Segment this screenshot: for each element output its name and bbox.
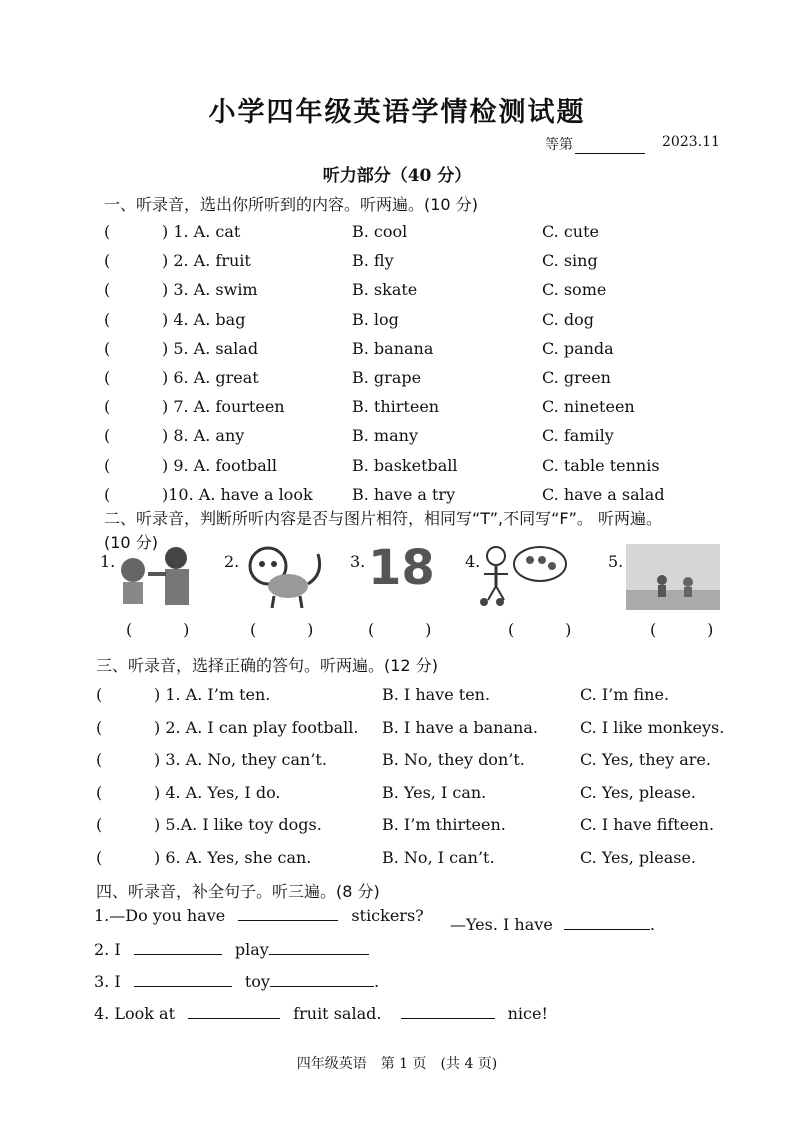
blank-2a[interactable] [134,940,222,955]
option-b: B. grape [352,368,422,387]
option-a: ) 5. A. salad [162,338,259,358]
option-b: B. No, I can’t. [382,847,495,867]
answer-paren-2[interactable]: ( ) [250,620,314,639]
option-c: C. I’m fine. [580,685,670,704]
option-a: ) 1. A. I’m ten. [154,685,271,704]
answer-paren[interactable]: ( [104,222,111,241]
answer-paren[interactable]: ( [96,685,103,704]
option-a: ) 4. A. bag [162,309,246,329]
option-c: C. dog [542,309,594,329]
pic-num-2: 2. [224,552,240,571]
option-a: ) 3. A. swim [162,280,258,300]
sentence-1 [94,906,424,925]
option-c: C. table tennis [542,455,660,475]
option-b: B. I’m thirteen. [382,815,506,834]
sentence-4-part-a: 4. Look at [94,1004,175,1023]
option-a: ) 5.A. I like toy dogs. [154,815,322,834]
answer-paren[interactable]: ( [104,309,111,329]
rank-label: 等第 [545,137,573,153]
page-footer: 四年级英语 第 1 页 (共 4 页) [296,1056,498,1072]
option-b: B. skate [352,280,418,300]
option-c: C. I like monkeys. [580,717,725,737]
option-b: B. many [352,426,418,446]
option-c: C. Yes, they are. [580,750,711,769]
answer-paren[interactable]: ( [104,397,111,417]
option-a: )10. A. have a look [162,484,313,504]
section2-heading-cont: (10 分) [104,533,158,552]
answer-paren-4[interactable]: ( ) [508,620,572,639]
outdoor-scene-picture [626,544,720,610]
answer-paren-5[interactable]: ( ) [650,620,714,639]
option-a: ) 6. A. Yes, she can. [154,847,312,867]
answer-paren-1[interactable]: ( ) [126,620,190,639]
answer-paren[interactable]: ( [104,426,111,446]
part-title: 听力部分（40 分） [322,166,472,186]
option-b: B. cool [352,222,408,241]
option-a: ) 9. A. football [162,455,278,475]
option-c: C. green [542,368,611,387]
option-c: C. panda [542,338,614,358]
option-b: B. I have ten. [382,685,491,704]
rank-blank[interactable] [575,141,645,154]
answer-paren[interactable]: ( [96,717,103,737]
option-c: C. family [542,426,614,446]
sentence-4-part-c: nice! [507,1004,548,1023]
exam-date: 2023.11 [662,134,720,150]
blank-1b[interactable] [564,915,650,930]
option-b: B. log [352,309,399,329]
section1-heading: 一、听录音，选出你所听到的内容。听两遍。(10 分) [104,195,478,214]
sentence-3-part-a: 3. I [94,972,121,991]
option-a: ) 4. A. Yes, I do. [154,782,281,802]
option-c: C. Yes, please. [580,782,696,802]
section3-heading: 三、听录音，选择正确的答句。听两遍。(12 分) [96,656,438,675]
answer-paren[interactable]: ( [104,484,111,504]
monkey-picture [238,544,326,608]
sentence-2 [94,940,369,959]
section2-heading: 二、听录音，判断所听内容是否与图片相符，相同写“T”,不同写“F”。 听两遍。 [104,509,662,528]
answer-paren[interactable]: ( [104,280,111,300]
sentence-1-part-b: stickers? [351,906,424,925]
option-b: B. thirteen [352,397,440,417]
number-picture: 18 [368,540,435,596]
option-a: ) 1. A. cat [162,222,241,241]
answer-paren[interactable]: ( [96,782,103,802]
option-b: B. basketball [352,455,458,475]
sentence-3: 3. I toy . [94,972,380,991]
answer-paren[interactable]: ( [104,251,111,271]
option-a: ) 8. A. any [162,426,245,446]
option-c: C. I have fifteen. [580,815,715,834]
option-b: B. I have a banana. [382,717,538,737]
blank-3b[interactable] [270,972,374,987]
option-c: C. nineteen [542,397,635,417]
blank-4a[interactable] [188,1004,280,1019]
option-b: B. No, they don’t. [382,750,525,769]
answer-paren[interactable]: ( [96,750,103,769]
sentence-3-part-b: toy [244,972,270,991]
blank-3a[interactable] [134,972,232,987]
sentence-2-part-b: play [234,940,269,959]
answer-paren[interactable]: ( [96,847,103,867]
option-c: C. sing [542,251,598,271]
answer-paren[interactable]: ( [104,338,111,358]
pic-num-3: 3. [350,552,366,571]
option-b: B. fly [352,251,394,271]
blank-4b[interactable] [401,1004,495,1019]
pic-num-4: 4. [465,552,481,571]
rank-field [545,134,645,154]
answer-paren[interactable]: ( [104,455,111,475]
option-a: ) 6. A. great [162,368,259,387]
option-a: ) 3. A. No, they can’t. [154,750,327,769]
blank-2b[interactable] [269,940,369,955]
sentence-1-part-a: 1.—Do you have [94,906,226,925]
sentence-1-answer: —Yes. I have . [450,915,655,934]
pic-num-5: 5. [608,552,624,571]
sentence-4-part-b: fruit salad. [293,1004,382,1023]
option-c: C. cute [542,222,600,241]
option-a: ) 7. A. fourteen [162,397,285,417]
answer-paren[interactable]: ( [96,815,103,834]
kids-picture [108,544,200,610]
sentence-2-part-a: 2. I [94,940,121,959]
option-c: C. Yes, please. [580,847,696,867]
option-b: B. have a try [352,484,456,504]
page-title: 小学四年级英语学情检测试题 [208,97,586,128]
option-c: C. some [542,280,607,300]
section4-heading: 四、听录音，补全句子。听三遍。(8 分) [96,882,380,901]
option-c: C. have a salad [542,484,665,504]
option-b: B. Yes, I can. [382,782,487,802]
sentence-1-part-c: —Yes. I have [450,915,553,934]
answer-paren-3[interactable]: ( ) [368,620,432,639]
boy-thinking-picture [476,544,568,606]
pic-num-1: 1. [100,552,116,571]
answer-paren[interactable]: ( [104,368,111,387]
sentence-4 [94,1004,548,1023]
option-b: B. banana [352,338,434,358]
option-a: ) 2. A. I can play football. [154,717,359,737]
blank-1a[interactable] [238,906,338,921]
option-a: ) 2. A. fruit [162,251,251,271]
